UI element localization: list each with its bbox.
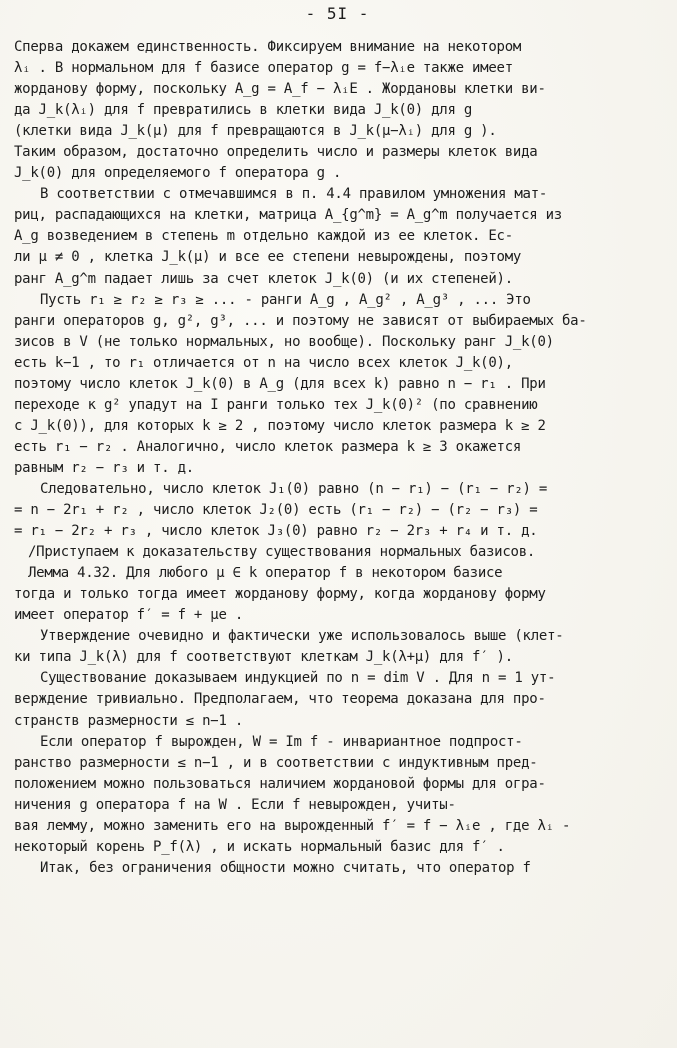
text-line: поэтому число клеток J_k(0) в A_g (для всех k) равно n − r₁ . При xyxy=(14,375,546,392)
text-line: Следовательно, число клеток J₁(0) равно (n − r₁) − (r₁ − r₂) = xyxy=(40,480,548,497)
text-line: Утверждение очевидно и фактически уже использовалось выше (клет- xyxy=(40,628,564,645)
text-line: ранг A_g^m падает лишь за счет клеток J_k(0) (и их степеней). xyxy=(14,270,513,287)
text-line: ранство размерности ≤ n−1 , и в соответствии с индуктивным пред- xyxy=(14,754,538,771)
text-line: /Приступаем к доказательству существования нормальных базисов. xyxy=(28,544,536,561)
text-line: Если оператор f вырожден, W = Im f - инвариантное подпрост- xyxy=(40,733,523,750)
text-line: тогда и только тогда имеет жорданову форму, когда жорданову форму xyxy=(14,586,546,603)
text-line: = n − 2r₁ + r₂ , число клеток J₂(0) есть (r₁ − r₂) − (r₂ − r₃) = xyxy=(14,502,538,519)
text-line: с J_k(0)), для которых k ≥ 2 , поэтому число клеток размера k ≥ 2 xyxy=(14,417,546,434)
paragraph xyxy=(14,732,661,879)
text-line: есть k−1 , то r₁ отличается от n на число всех клеток J_k(0), xyxy=(14,354,513,371)
text-line: положением можно пользоваться наличием жордановой формы для огра- xyxy=(14,775,546,792)
text-line: есть r₁ − r₂ . Аналогично, число клеток размера k ≥ 3 окажется xyxy=(14,438,522,455)
text-line: риц, распадающихся на клетки, матрица A_{g^m} = A_g^m получается из xyxy=(14,207,562,224)
text-line: Лемма 4.32. Для любого μ ∈ k оператор f в некотором базисе xyxy=(28,565,503,582)
document-body xyxy=(14,37,661,879)
paragraph xyxy=(14,479,661,563)
text-line: жорданову форму, поскольку A_g = A_f − λᵢE . Жордановы клетки ви- xyxy=(14,81,546,98)
text-line: Пусть r₁ ≥ r₂ ≥ r₃ ≥ ... - ранги A_g , A_g² , A_g³ , ... Это xyxy=(40,291,531,308)
text-line: A_g возведением в степень m отдельно каждой из ее клеток. Ес- xyxy=(14,228,513,245)
text-line: зисов в V (не только нормальных, но вообще). Поскольку ранг J_k(0) xyxy=(14,333,554,350)
text-line: Итак, без ограничения общности можно считать, что оператор f xyxy=(40,859,531,876)
text-line: переходе к g² упадут на I ранги только тех J_k(0)² (по сравнению xyxy=(14,396,538,413)
text-line: Существование доказываем индукцией по n = dim V . Для n = 1 ут- xyxy=(40,670,556,687)
text-line: странств размерности ≤ n−1 . xyxy=(14,712,244,729)
text-line: Таким образом, достаточно определить число и размеры клеток вида xyxy=(14,144,538,161)
text-line: некоторый корень P_f(λ) , и искать нормальный базис для f′ . xyxy=(14,838,505,855)
text-line: вая лемму, можно заменить его на вырожденный f′ = f − λᵢe , где λᵢ - xyxy=(14,817,571,834)
text-line: равным r₂ − r₃ и т. д. xyxy=(14,459,194,476)
text-line: ки типа J_k(λ) для f соответствуют клеткам J_k(λ+μ) для f′ ). xyxy=(14,649,513,666)
page-number: - 5I - xyxy=(305,4,370,23)
text-line: да J_k(λᵢ) для f превратились в клетки вида J_k(0) для g xyxy=(14,102,473,119)
text-line: ничения g оператора f на W . Если f невырожден, учиты- xyxy=(14,796,456,813)
text-line: ли μ ≠ 0 , клетка J_k(μ) и все ее степени невырождены, поэтому xyxy=(14,249,522,266)
text-line: (клетки вида J_k(μ) для f превращаются в J_k(μ−λᵢ) для g ). xyxy=(14,123,497,140)
paragraph xyxy=(14,626,661,731)
paragraph xyxy=(14,37,661,184)
text-line: верждение тривиально. Предполагаем, что теорема доказана для про- xyxy=(14,691,546,708)
paragraph xyxy=(14,563,661,626)
text-line: Сперва докажем единственность. Фиксируем внимание на некотором xyxy=(14,39,522,55)
text-line: ранги операторов g, g², g³, ... и поэтому не зависят от выбираемых ба- xyxy=(14,312,587,329)
text-line: В соответствии с отмечавшимся в п. 4.4 правилом умножения мат- xyxy=(40,186,548,203)
text-line: = r₁ − 2r₂ + r₃ , число клеток J₃(0) равно r₂ − 2r₃ + r₄ и т. д. xyxy=(14,523,538,540)
text-line: λᵢ . В нормальном для f базисе оператор g = f−λᵢe также имеет xyxy=(14,60,513,77)
text-line: имеет оператор f′ = f + μe . xyxy=(14,607,244,624)
text-line: J_k(0) для определяемого f оператора g . xyxy=(14,165,342,182)
paragraph xyxy=(14,184,661,479)
